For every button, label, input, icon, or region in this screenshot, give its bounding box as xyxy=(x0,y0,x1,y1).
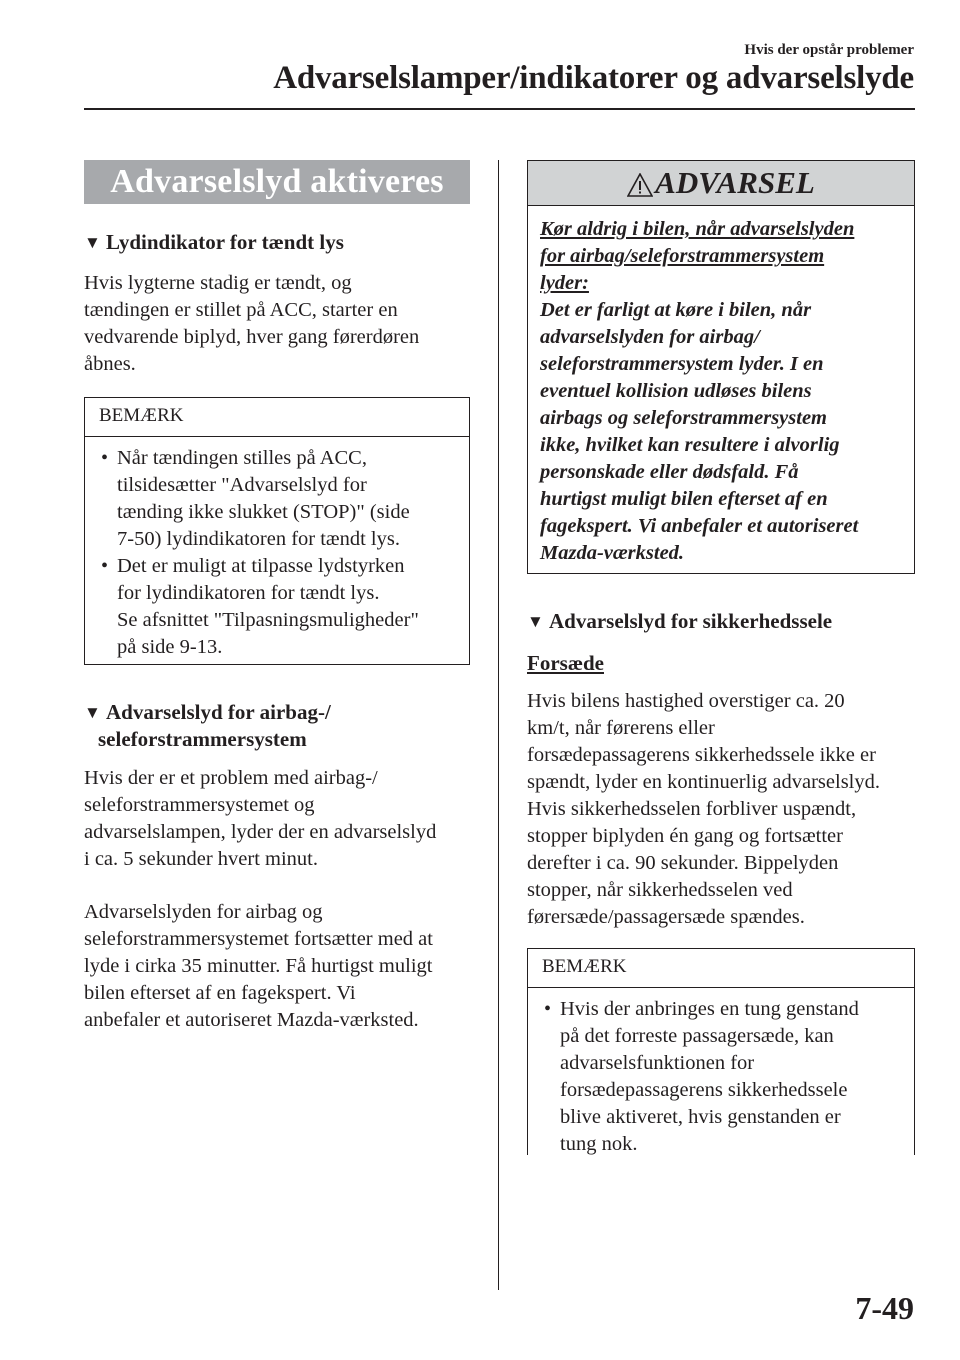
note-item: • Hvis der anbringes en tung genstand på det forreste passagersæde, kan advarselsfunktionen for forsædepassagerens sikkerhedssele blive aktiveret, hvis genstanden er tung nok. xyxy=(544,998,859,1155)
subheading-seatbelt: ▼ Advarselslyd for sikkerhedssele xyxy=(527,609,833,633)
note-heading: BEMÆRK xyxy=(85,398,469,437)
note-item: • Det er muligt at tilpasse lydstyrken for lydindikatoren for tændt lys. Se afsnittet "Tilpasningsmuligheder" på side 9-13. xyxy=(101,555,419,658)
header-divider xyxy=(84,108,915,110)
paragraph-airbag-2: Advarselslyden for airbag og seleforstrammersystemet fortsætter med at lyde i cirka 35 minutter. Få hurtigst muligt bilen efterset af en fagekspert. Vi anbefaler et autoriseret Mazda-værksted. xyxy=(84,901,433,1031)
note-item: • Når tændingen stilles på ACC, tilsidesætter "Advarselslyd for tænding ikke slukket (STOP)" (side 7-50) lydindikatoren for tændt lys. xyxy=(101,447,410,550)
warning-triangle-icon xyxy=(627,173,653,197)
page-title: Advarselslamper/indikatorer og advarselslyde xyxy=(273,60,914,96)
warning-heading: ADVARSEL xyxy=(528,161,914,206)
chapter-title: Hvis der opstår problemer xyxy=(744,42,914,58)
note-heading: BEMÆRK xyxy=(528,949,914,988)
subheading-light-indicator: ▼ Lydindikator for tændt lys xyxy=(84,230,344,254)
paragraph-seatbelt: Hvis bilens hastighed overstiger ca. 20 km/t, når førerens eller forsædepassagerens sikkerhedssele ikke er spændt, lyder en kontinuerlig advarselslyd. Hvis sikkerhedsselen forbliver uspændt, stopper biplyden én gang og fortsætter derefter i ca. 90 sekunder. Bippelyden stopper, når sikkerhedsselen ved førersæde/passagersæde spændes. xyxy=(527,690,880,928)
section-title: Advarselslyd aktiveres xyxy=(84,160,470,204)
note-box-1 xyxy=(84,397,470,665)
front-seat-heading: Forsæde xyxy=(527,651,604,675)
triangle-down-icon: ▼ xyxy=(84,233,101,252)
page-number: 7-49 xyxy=(855,1290,914,1326)
subheading-airbag: ▼ Advarselslyd for airbag-/ seleforstrammersystem xyxy=(84,700,331,751)
note-box-2 xyxy=(527,948,915,1155)
bullet-icon: • xyxy=(101,555,109,577)
bullet-icon: • xyxy=(544,998,552,1020)
warning-body: Kør aldrig i bilen, når advarselslyden for airbag/seleforstrammersystem lyder: Det er farligt at køre i bilen, når advarselslyden for airbag/ seleforstrammersystem lyder. I en eventuel kollision udløses bilens airbags og seleforstrammersystem ikke, hvilket kan resultere i alvorlig personskade eller dødsfald. Få hurtigst muligt bilen efterset af en fagekspert. Vi anbefaler et autoriseret Mazda-værksted. xyxy=(540,218,859,564)
column-divider xyxy=(498,160,499,1290)
triangle-down-icon: ▼ xyxy=(84,703,101,722)
triangle-down-icon: ▼ xyxy=(527,612,544,631)
paragraph-light-indicator: Hvis lygterne stadig er tændt, og tændingen er stillet på ACC, starter en vedvarende biplyd, hver gang førerdøren åbnes. xyxy=(84,272,420,375)
bullet-icon: • xyxy=(101,447,109,469)
warning-box xyxy=(527,160,915,574)
paragraph-airbag-1: Hvis der er et problem med airbag-/ seleforstrammersystemet og advarselslampen, lyder der en advarselslyd i ca. 5 sekunder hvert minut. xyxy=(84,767,437,870)
